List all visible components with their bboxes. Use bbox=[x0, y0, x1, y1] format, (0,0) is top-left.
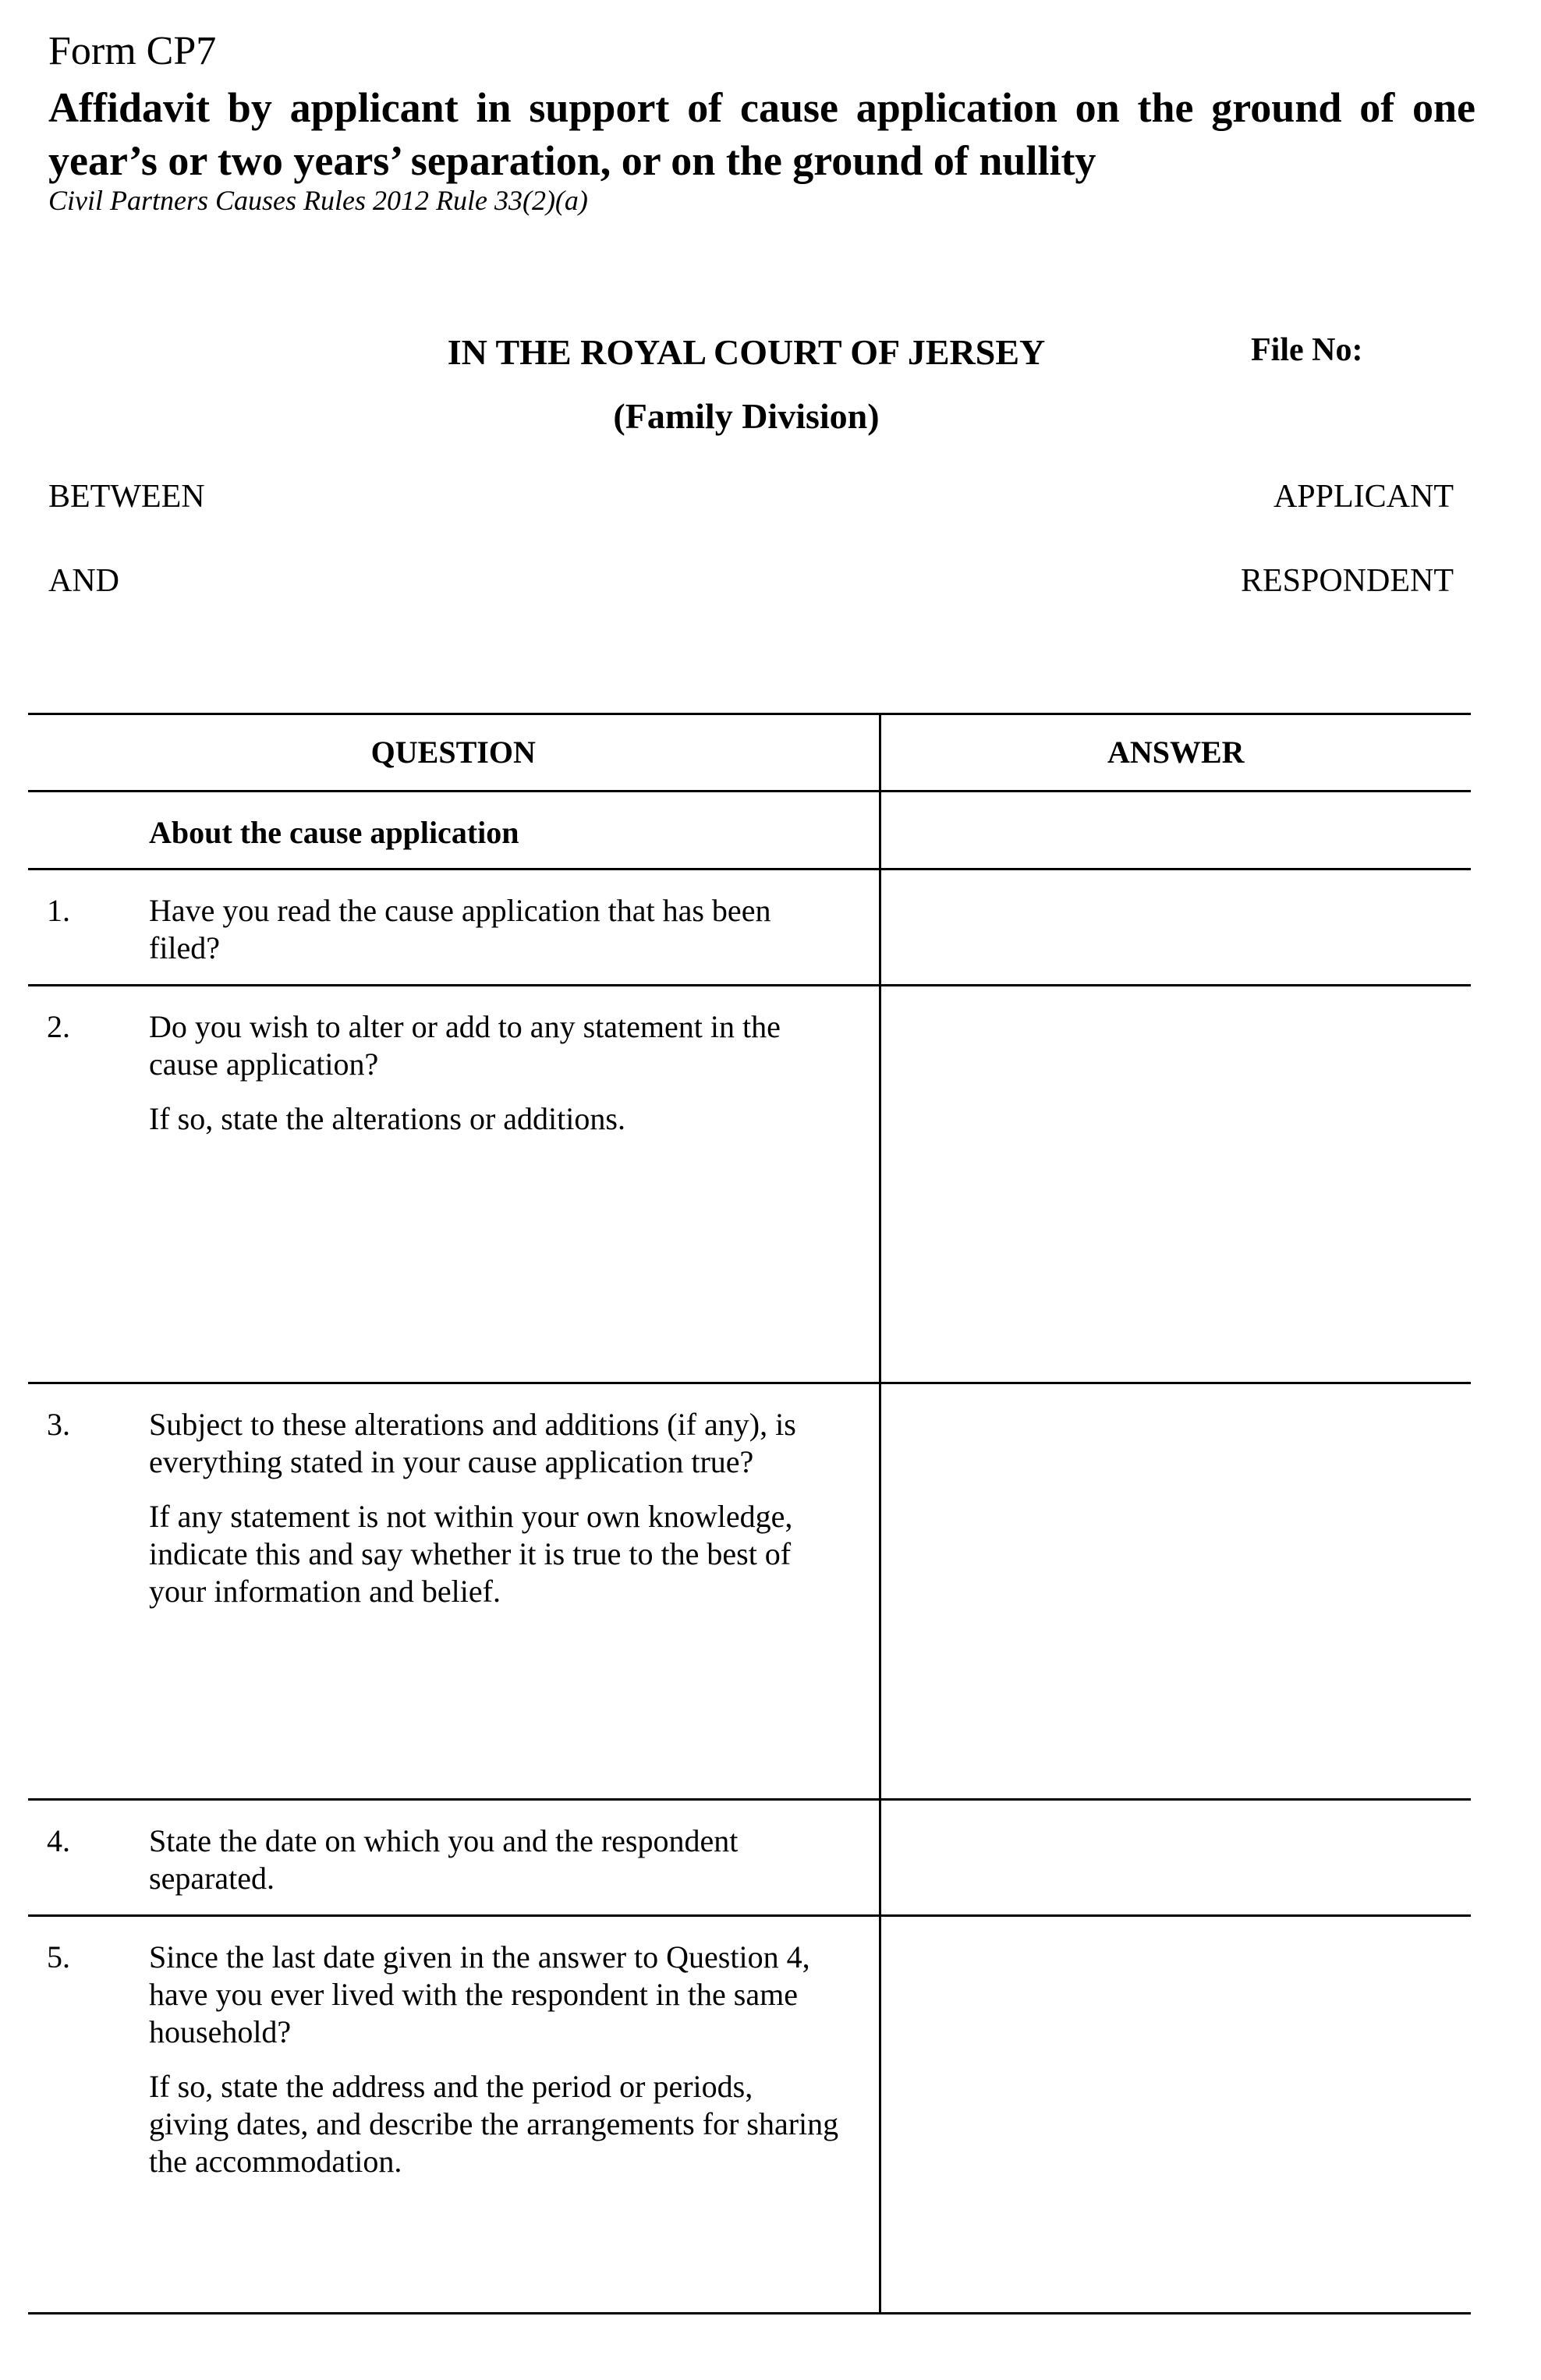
question-paragraph: Do you wish to alter or add to any statement in the cause application? bbox=[149, 1009, 781, 1082]
question-paragraph: Have you read the cause application that has been filed? bbox=[149, 893, 771, 965]
question-text bbox=[149, 1800, 880, 1916]
answer-header: ANSWER bbox=[880, 714, 1471, 792]
applicant-label: APPLICANT bbox=[1273, 479, 1454, 515]
table-row bbox=[28, 869, 1471, 986]
table-header-row bbox=[28, 714, 1471, 792]
and-label: AND bbox=[48, 563, 119, 599]
question-answer-table bbox=[28, 713, 1471, 2314]
form-number: Form CP7 bbox=[48, 29, 217, 73]
question-paragraph: State the date on which you and the respondent separated. bbox=[149, 1823, 739, 1896]
question-text bbox=[149, 1916, 880, 2314]
court-division: (Family Division) bbox=[613, 396, 880, 436]
question-text bbox=[149, 869, 880, 986]
table-row bbox=[28, 1916, 1471, 2314]
file-no-label: File No: bbox=[1251, 332, 1363, 368]
question-number: 3. bbox=[28, 1383, 149, 1800]
form-rule-reference: Civil Partners Causes Rules 2012 Rule 33(2)(a) bbox=[48, 185, 588, 216]
section-number-cell bbox=[28, 792, 149, 869]
form-title: Affidavit by applicant in support of cause application on the ground of one year’s or two years’ separation, or on the ground of nullity bbox=[48, 84, 1475, 184]
answer-field[interactable] bbox=[880, 986, 1471, 1383]
question-text bbox=[149, 1383, 880, 1800]
answer-field[interactable] bbox=[880, 1383, 1471, 1800]
table-row bbox=[28, 986, 1471, 1383]
section-title: About the cause application bbox=[149, 792, 880, 869]
question-paragraph: If so, state the address and the period or periods, giving dates, and describe the arrangements for sharing the accommodation. bbox=[149, 2069, 839, 2179]
section-answer-cell bbox=[880, 792, 1471, 869]
answer-field[interactable] bbox=[880, 1800, 1471, 1916]
section-row bbox=[28, 792, 1471, 869]
question-paragraph: If any statement is not within your own knowledge, indicate this and say whether it is true to the best of your information and belief. bbox=[149, 1499, 793, 1609]
question-paragraph: If so, state the alterations or additions. bbox=[149, 1101, 625, 1136]
table-row bbox=[28, 1383, 1471, 1800]
answer-field[interactable] bbox=[880, 1916, 1471, 2314]
respondent-label: RESPONDENT bbox=[1240, 563, 1454, 599]
question-number: 4. bbox=[28, 1800, 149, 1916]
answer-field[interactable] bbox=[880, 869, 1471, 986]
court-name: IN THE ROYAL COURT OF JERSEY bbox=[447, 332, 1046, 372]
question-paragraph: Subject to these alterations and additions (if any), is everything stated in your cause application true? bbox=[149, 1407, 796, 1479]
question-header: QUESTION bbox=[28, 714, 880, 792]
question-paragraph: Since the last date given in the answer to Question 4, have you ever lived with the respondent in the same household? bbox=[149, 1939, 810, 2049]
question-number: 5. bbox=[28, 1916, 149, 2314]
between-label: BETWEEN bbox=[48, 479, 205, 515]
question-text bbox=[149, 986, 880, 1383]
table-row bbox=[28, 1800, 1471, 1916]
question-number: 2. bbox=[28, 986, 149, 1383]
question-number: 1. bbox=[28, 869, 149, 986]
